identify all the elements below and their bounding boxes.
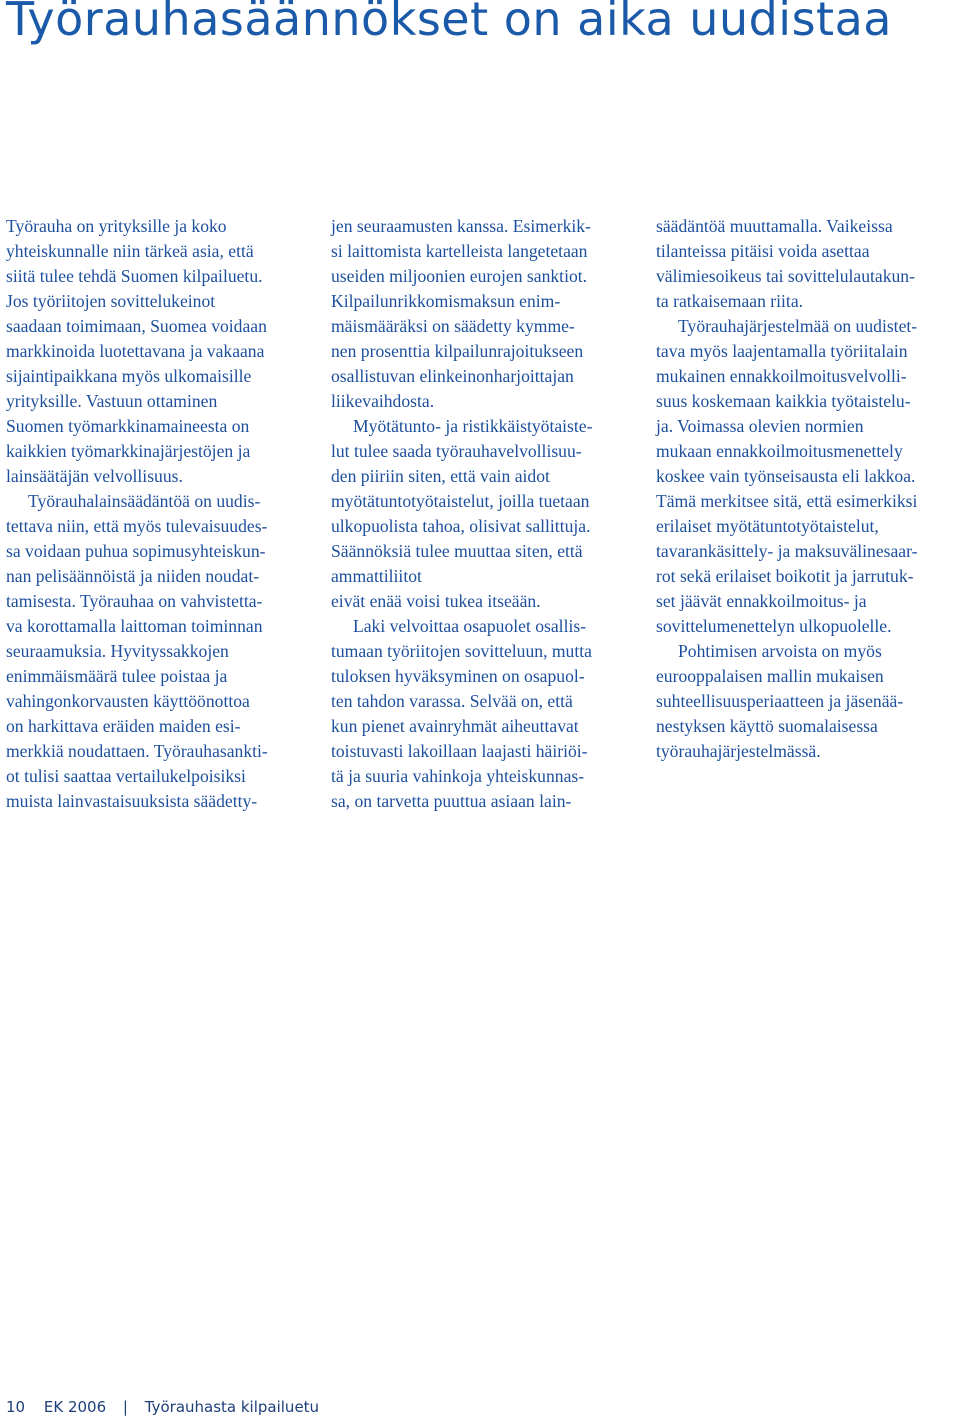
text-line: koskee vain työnseisausta eli lakkoa. <box>656 466 916 486</box>
text-line: ulkopuolista tahoa, olisivat sallittuja. <box>331 516 591 536</box>
text-line: Laki velvoittaa osapuolet osallis- <box>353 616 587 636</box>
text-line: eurooppalaisen mallin mukaisen <box>656 666 884 686</box>
section-name: Työrauhasta kilpailuetu <box>144 1398 320 1416</box>
text-line: välimiesoikeus tai sovittelulautakun- <box>656 266 915 286</box>
text-line: eivät enää voisi tukea itseään. <box>331 591 541 611</box>
text-line: vahingonkorvausten käyttöönottoa <box>6 691 250 711</box>
text-line: tuloksen hyväksyminen on osapuol- <box>331 666 585 686</box>
text-line: osallistuvan elinkeinonharjoittajan <box>331 366 574 386</box>
text-line: sijaintipaikkana myös ulkomaisille <box>6 366 252 386</box>
page-footer <box>6 1398 319 1416</box>
text-line: tä ja suuria vahinkoja yhteiskunnas- <box>331 766 585 786</box>
text-line: set jäävät ennakkoilmoitus- ja <box>656 591 867 611</box>
text-line: lainsäätäjän velvollisuus. <box>6 466 183 486</box>
text-line: nestyksen käyttö suomalaisessa <box>656 716 878 736</box>
text-line: markkinoida luotettavana ja vakaana <box>6 341 265 361</box>
text-line: mäismääräksi on säädetty kymme- <box>331 316 575 336</box>
text-line: lut tulee saada työrauhavelvollisuu- <box>331 441 582 461</box>
text-line: nan pelisäännöistä ja niiden noudat- <box>6 566 260 586</box>
text-line: kun pienet avainryhmät aiheuttavat <box>331 716 579 736</box>
footer-separator: | <box>122 1398 128 1416</box>
text-line: toistuvasti lakoillaan laajasti häiriöi- <box>331 741 588 761</box>
text-line: työrauhajärjestelmässä. <box>656 741 821 761</box>
text-line: ammattiliitot <box>331 566 422 586</box>
text-line: Myötätunto- ja ristikkäistyötaiste- <box>353 416 593 436</box>
text-line: on harkittava eräiden maiden esi- <box>6 716 241 736</box>
text-line: liikevaihdosta. <box>331 391 435 411</box>
text-line: enimmäismäärä tulee poistaa ja <box>6 666 228 686</box>
text-line: Kilpailunrikkomismaksun enim- <box>331 291 561 311</box>
text-line: saadaan toimimaan, Suomea voidaan <box>6 316 267 336</box>
text-line: jen seuraamusten kanssa. Esimerkik- <box>331 216 591 236</box>
text-line: Jos työriitojen sovittelukeinot <box>6 291 216 311</box>
text-line: Pohtimisen arvoista on myös <box>678 641 882 661</box>
text-line: säädäntöä muuttamalla. Vaikeissa <box>656 216 893 236</box>
text-line: tava myös laajentamalla työriitalain <box>656 341 908 361</box>
text-line: suus koskemaan kaikkia työtaistelu- <box>656 391 911 411</box>
text-line: nen prosenttia kilpailunrajoitukseen <box>331 341 584 361</box>
text-line: siitä tulee tehdä Suomen kilpailuetu. <box>6 266 263 286</box>
text-line: yhteiskunnalle niin tärkeä asia, että <box>6 241 254 261</box>
text-line: rot sekä erilaiset boikotit ja jarrutuk- <box>656 566 914 586</box>
text-line: sa, on tarvetta puuttua asiaan lain- <box>331 791 572 811</box>
text-line: sa voidaan puhua sopimusyhteiskun- <box>6 541 266 561</box>
text-line: ja. Voimassa olevien normien <box>656 416 864 436</box>
text-line: mukaan ennakkoilmoitusmenettely <box>656 441 903 461</box>
text-line: seuraamuksia. Hyvityssakkojen <box>6 641 229 661</box>
text-line: va korottamalla laittoman toiminnan <box>6 616 263 636</box>
text-line: ot tulisi saattaa vertailukelpoisiksi <box>6 766 246 786</box>
text-line: mukainen ennakkoilmoitusvelvolli- <box>656 366 907 386</box>
text-line: tumaan työriitojen sovitteluun, mutta <box>331 641 592 661</box>
text-line: merkkiä noudattaen. Työrauhasankti- <box>6 741 268 761</box>
text-line: tavarankäsittely- ja maksuvälinesaar- <box>656 541 918 561</box>
text-line: Säännöksiä tulee muuttaa siten, että <box>331 541 583 561</box>
text-line: erilaiset myötätuntotyötaistelut, <box>656 516 879 536</box>
page-number: 10 <box>6 1398 26 1416</box>
text-line: muista lainvastaisuuksista säädetty- <box>6 791 258 811</box>
text-line: Työrauhalainsäädäntöä on uudis- <box>28 491 261 511</box>
text-line: myötätuntotyötaistelut, joilla tuetaan <box>331 491 590 511</box>
page-title: Työrauhasäännökset on aika uudistaa <box>6 0 892 46</box>
text-column-3 <box>656 214 960 764</box>
publication-name: EK 2006 <box>43 1398 107 1416</box>
text-line: yrityksille. Vastuun ottaminen <box>6 391 218 411</box>
text-line: Työrauhajärjestelmää on uudistet- <box>678 316 918 336</box>
text-line: sovittelumenettelyn ulkopuolelle. <box>656 616 892 636</box>
text-column-2 <box>331 214 649 814</box>
text-column-1 <box>6 214 324 814</box>
text-line: tilanteissa pitäisi voida asettaa <box>656 241 870 261</box>
text-line: den piiriin siten, että vain aidot <box>331 466 550 486</box>
text-line: Työrauha on yrityksille ja koko <box>6 216 227 236</box>
text-line: Suomen työmarkkinamaineesta on <box>6 416 250 436</box>
text-line: tettava niin, että myös tulevaisuudes- <box>6 516 268 536</box>
text-line: suhteellisuusperiaatteen ja jäsenää- <box>656 691 904 711</box>
text-line: Tämä merkitsee sitä, että esimerkiksi <box>656 491 918 511</box>
text-line: kaikkien työmarkkinajärjestöjen ja <box>6 441 251 461</box>
text-line: si laittomista kartelleista langetetaan <box>331 241 588 261</box>
text-line: useiden miljoonien eurojen sanktiot. <box>331 266 588 286</box>
text-line: ta ratkaisemaan riita. <box>656 291 804 311</box>
text-line: ten tahdon varassa. Selvää on, että <box>331 691 573 711</box>
text-line: tamisesta. Työrauhaa on vahvistetta- <box>6 591 263 611</box>
